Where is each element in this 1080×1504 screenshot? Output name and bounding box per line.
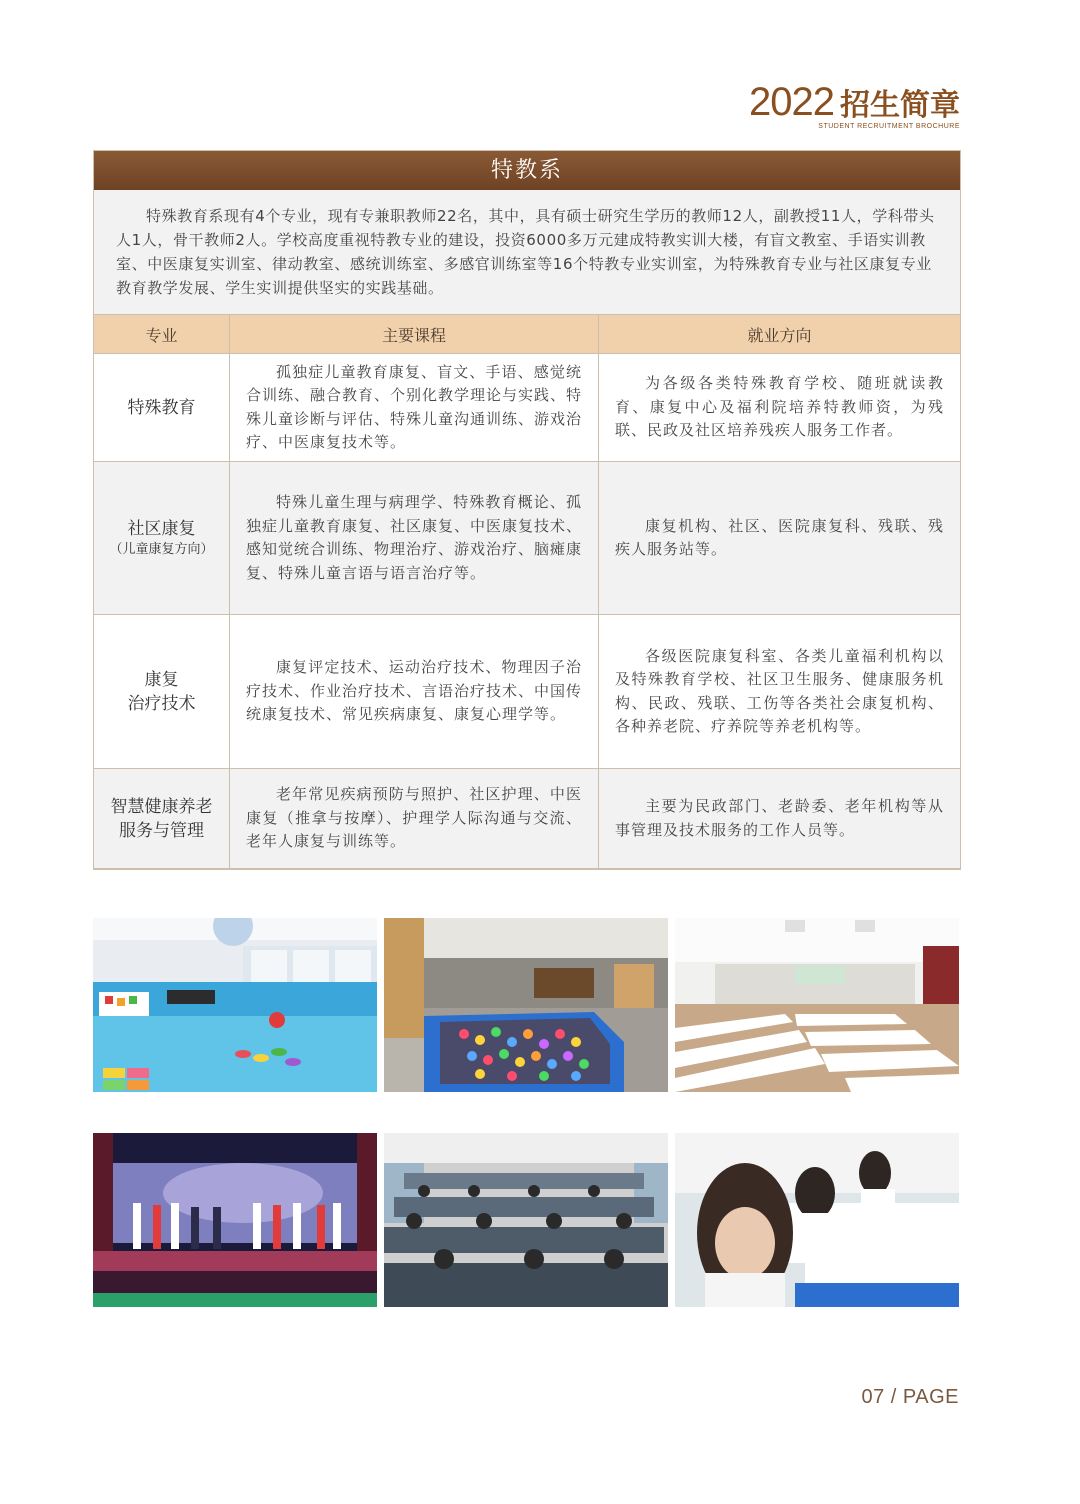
major-name <box>94 354 230 462</box>
brochure-subtitle: STUDENT RECRUITMENT BROCHURE <box>818 123 960 130</box>
major-name <box>94 462 230 615</box>
header-major: 专业 <box>94 315 230 354</box>
major-note: （儿童康复方向） <box>109 542 214 557</box>
table-row <box>94 462 960 615</box>
department-title: 特教系 <box>94 151 960 190</box>
major-careers: 各级医院康复科室、各类儿童福利机构以及特殊教育学校、社区卫生服务、健康服务机构、民政、残联、工伤等各类社会康复机构、各种养老院、疗养院等养老机构等。 <box>599 615 961 769</box>
table-row <box>94 354 960 462</box>
photo-row-1 <box>93 918 959 1092</box>
table-header-row <box>94 315 960 354</box>
page-number: 07 <box>861 1386 885 1408</box>
table-row <box>94 769 960 869</box>
major-name <box>94 615 230 769</box>
major-courses: 孤独症儿童教育康复、盲文、手语、感觉统合训练、融合教育、个别化教学理论与实践、特殊儿童诊断与评估、特殊儿童沟通训练、游戏治疗、中医康复技术等。 <box>230 354 599 462</box>
major-courses: 特殊儿童生理与病理学、特殊教育概论、孤独症儿童教育康复、社区康复、中医康复技术、感知觉统合训练、物理治疗、游戏治疗、脑瘫康复、特殊儿童言语与语言治疗等。 <box>230 462 599 615</box>
stage-performance-photo <box>93 1133 377 1307</box>
header-careers: 就业方向 <box>599 315 961 354</box>
massage-practice-photo <box>675 1133 959 1307</box>
major-careers: 康复机构、社区、医院康复科、残联、残疾人服务站等。 <box>599 462 961 615</box>
brochure-title-cn: 招生简章 <box>840 88 960 123</box>
brochure-header <box>749 80 960 130</box>
major-name <box>94 769 230 869</box>
page-footer <box>861 1386 959 1409</box>
sensory-room-photo <box>93 918 377 1092</box>
major-careers: 主要为民政部门、老龄委、老年机构等从事管理及技术服务的工作人员等。 <box>599 769 961 869</box>
table-row <box>94 615 960 769</box>
brochure-year: 2022 <box>749 80 834 124</box>
major-careers: 为各级各类特殊教育学校、随班就读教育、康复中心及福利院培养特教师资，为残联、民政及社区培养残疾人服务工作者。 <box>599 354 961 462</box>
major-label: 智慧健康养老 服务与管理 <box>110 796 213 841</box>
header-courses: 主要课程 <box>230 315 599 354</box>
major-courses: 康复评定技术、运动治疗技术、物理因子治疗技术、作业治疗技术、言语治疗技术、中国传统康复技术、常见疾病康复、康复心理学等。 <box>230 615 599 769</box>
major-courses: 老年常见疾病预防与照护、社区护理、中医康复（推拿与按摩）、护理学人际沟通与交流、老年人康复与训练等。 <box>230 769 599 869</box>
page-separator: / <box>890 1386 897 1408</box>
department-intro: 特殊教育系现有4个专业，现有专兼职教师22名，其中，具有硕士研究生学历的教师12人，副教授11人，学科带头人1人，骨干教师2人。学校高度重视特教专业的建设，投资6000多万元建成特教实训大楼，有盲文教室、手语实训教室、中医康复实训室、律动教室、感统训练室、多感官训练室等16个特教专业实训室，为特殊教育专业与社区康复专业教育教学发展、学生实训提供坚实的实践基础。 <box>94 190 960 314</box>
ball-pit-photo <box>384 918 668 1092</box>
photo-row-2 <box>93 1133 959 1307</box>
massage-beds-photo <box>675 918 959 1092</box>
department-panel <box>93 150 961 870</box>
major-label: 特殊教育 <box>127 397 196 418</box>
computer-lab-photo <box>384 1133 668 1307</box>
major-label: 社区康复 <box>127 519 196 539</box>
page-label: PAGE <box>902 1386 959 1408</box>
majors-table <box>94 314 960 869</box>
brochure-title <box>749 80 960 125</box>
major-label: 康复 治疗技术 <box>127 669 196 714</box>
